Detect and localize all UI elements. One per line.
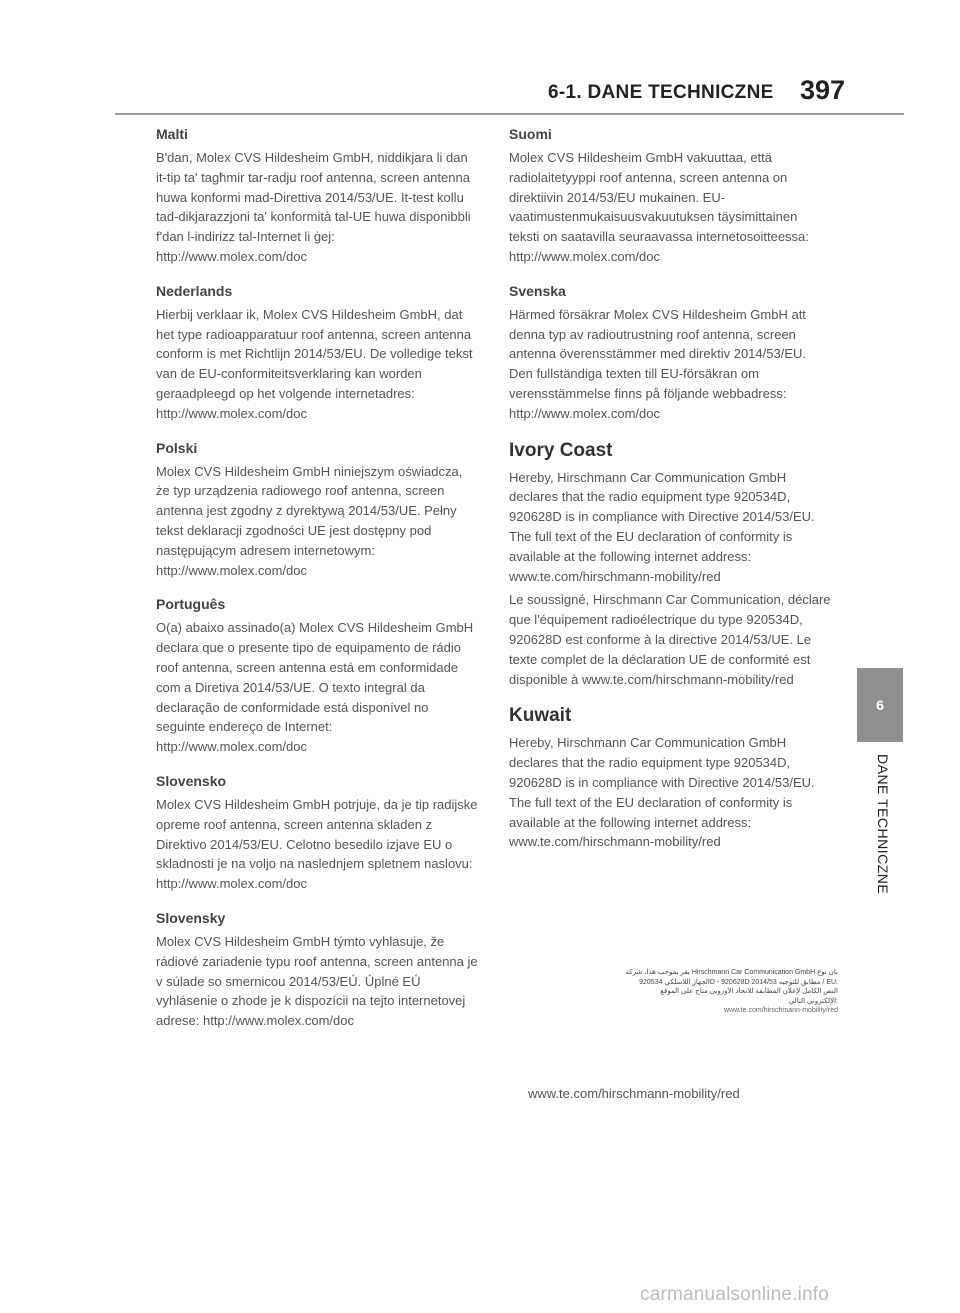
- section-heading: Svenska: [509, 282, 566, 299]
- section-suomi: [509, 124, 831, 267]
- section-text: Le soussigné, Hirschmann Car Communication, déclare que l'équipement radioélectrique du type 920534D, 920628D est conforme à la directive 2014/53/UE. Le texte complet de la déclaration UE de conformité est disponible à www.te.com/hirschmann-mobility/red: [509, 592, 831, 687]
- section-slovensky: [156, 908, 478, 1031]
- section-heading: Slovensky: [156, 909, 226, 926]
- right-column: [509, 124, 831, 866]
- section-kuwait: [509, 703, 831, 852]
- left-column: [156, 124, 478, 1045]
- section-heading: Português: [156, 596, 226, 613]
- chapter-tab: [857, 668, 903, 742]
- watermark: carmanualsonline.info: [640, 1284, 830, 1305]
- section-text: Härmed försäkrar Molex CVS Hildesheim GmbH att denna typ av radioutrustning roof antenna, screen antenna överensstämmer med direktiv 2014/53/EU. Den fullständiga texten till EU-försäkran om verensstämmelse finns på följande webbadress: http://www.molex.com/doc: [509, 306, 806, 421]
- country-heading: Kuwait: [509, 705, 572, 727]
- section-polski: [156, 438, 478, 581]
- chapter-title: 6-1. DANE TECHNICZNE: [548, 82, 774, 103]
- section-heading: Malti: [156, 126, 188, 142]
- chapter-tab-number: 6: [876, 697, 884, 713]
- section-heading: Slovensko: [156, 772, 227, 789]
- section-text: O(a) abaixo assinado(a) Molex CVS Hildesheim GmbH declara que o presente tipo de equipamento de rádio roof antenna, screen antenna está em conformidade com a Diretiva 2014/53/UE. O texto integral da declaração de conformidade está disponível no seguinte endereço de Internet: http://www.molex.com/doc: [156, 620, 474, 755]
- section-text: Hereby, Hirschmann Car Communication GmbH declares that the radio equipment type 920534D, 920628D is in compliance with Directive 2014/53/EU. The full text of the EU declaration of conformity is available at the following internet address: www.te.com/hirschmann-mobility/red: [509, 735, 815, 850]
- section-text: Hierbij verklaar ik, Molex CVS Hildesheim GmbH, dat het type radioapparatuur roof antenna, screen antenna conform is met Richtlijn 2014/53/EU. De volledige tekst van de EU-conformiteitsverklaring kan worden geraadpleegd op het volgende internetadres: http://www.molex.com/doc: [156, 306, 473, 421]
- section-slovensko: [156, 771, 478, 894]
- section-text: Molex CVS Hildesheim GmbH potrjuje, da je tip radijske opreme roof antenna, screen antenna skladen z Direktivo 2014/53/EU. Celotno besedilo izjave EU o skladnosti je na voljo na naslednjem spletnem naslovu: http://www.molex.com/doc: [156, 796, 478, 892]
- section-heading: Polski: [156, 439, 198, 456]
- section-text: Molex CVS Hildesheim GmbH vakuuttaa, että radiolaitetyyppi roof antenna, screen antenna on direktiivin 2014/53/EU mukainen. EU-vaatimustenmukaisuusvakuutuksen täysimittainen teksti on saatavilla seuraavassa internetosoitteessa: http://www.molex.com/doc: [509, 150, 809, 264]
- section-text: Molex CVS Hildesheim GmbH niniejszym oświadcza, że typ urządzenia radiowego roof antenna, screen antenna jest zgodny z dyrektywą 2014/53/UE. Pełny tekst deklaracji zgodności UE jest dostępny pod następującym adresem internetowym: http://www.molex.com/doc: [156, 463, 463, 578]
- section-heading: Suomi: [509, 126, 552, 142]
- section-text: Hereby, Hirschmann Car Communication GmbH declares that the radio equipment type 920534D, 920628D is in compliance with Directive 2014/53/EU. The full text of the EU declaration of conformity is available at the following internet address: www.te.com/hirschmann-mobility/red: [509, 469, 815, 584]
- section-nederlands: [156, 281, 478, 424]
- section-text: B'dan, Molex CVS Hildesheim GmbH, niddikjara li dan it-tip ta' tagħmir tar-radju roof antenna, screen antenna huwa konformi mad-Direttiva 2014/53/UE. It-test kollu tad-dikjarazzjoni ta' konformità tal-UE huwa disponibbli f'dan l-indirizz tal-Internet li ġej: http://www.molex.com/doc: [156, 150, 471, 264]
- section-portugues: [156, 594, 478, 757]
- figure-text-line: النص الكامل لإعلان المطابقة للاتحاد الأوروبي متاح على الموقع: [660, 988, 838, 996]
- figure-text-line: يقر بموجب هذا، شركة Hirschmann Car Communication GmbH بأن نوع: [625, 969, 838, 976]
- page-header: [0, 0, 960, 120]
- section-ivory-coast: [509, 438, 831, 690]
- section-svenska: [509, 281, 831, 424]
- page-number: 397: [800, 75, 846, 105]
- header-divider: [115, 113, 904, 115]
- chapter-tab-label: DANE TECHNICZNE: [875, 754, 891, 895]
- figure-caption: www.te.com/hirschmann-mobility/red: [528, 1086, 740, 1101]
- country-heading: Ivory Coast: [509, 439, 613, 461]
- section-malti: [156, 124, 478, 267]
- arabic-declaration-figure: [530, 968, 838, 1036]
- section-heading: Nederlands: [156, 282, 233, 299]
- figure-text-line: الإلكتروني التالي:: [788, 997, 838, 1005]
- figure-text-line: الجهاز اللاسلكي 920534D - 920628D مطابق للتوجيه 2014/53 / EU.: [639, 978, 838, 986]
- figure-url: www.te.com/hirschmann-mobility/red: [724, 1007, 838, 1015]
- section-text: Molex CVS Hildesheim GmbH týmto vyhlasuje, že rádiové zariadenie typu roof antenna, screen antenna je v súlade so smernicou 2014/53/EÚ. Úplné EÚ vyhlásenie o zhode je k dispozícii na tejto internetovej adrese: http://www.molex.com/doc: [156, 933, 478, 1029]
